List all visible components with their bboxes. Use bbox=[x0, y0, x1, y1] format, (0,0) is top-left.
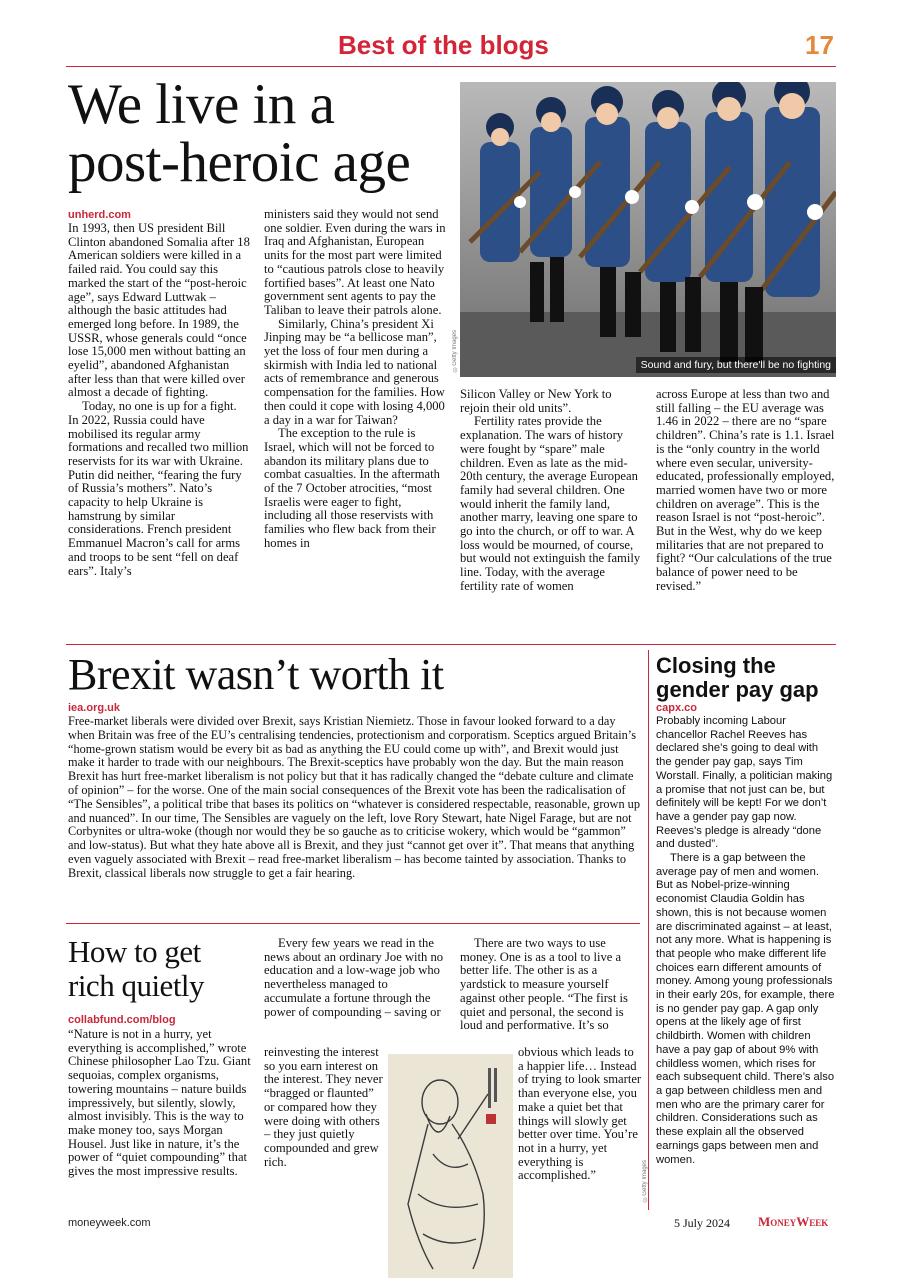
article4-headline bbox=[68, 935, 204, 1003]
article4-source: collabfund.com/blog bbox=[68, 1014, 176, 1026]
laotzu-image bbox=[388, 1054, 513, 1278]
article4-headline-line1: How to get bbox=[68, 934, 201, 969]
photo-credit: ©Getty Images bbox=[452, 330, 458, 372]
article3-source: capx.co bbox=[656, 702, 697, 714]
article1-col3-p2: Fertility rates provide the explanation. The wars of history were fought by “spare” male children. Even as late as the mid-20th century, the average European family had several children. One would inherit the family land, another marry, leaving one spare to go into the church, or off to war. A loss would be mourned, of course, but would not extinguish the family line. Today, with the average fertility rate of women bbox=[460, 414, 641, 593]
article3-headline bbox=[656, 654, 819, 702]
article1-col2-p2: Similarly, China’s president Xi Jinping may be “a bellicose man”, yet the loss of four men during a skirmish with India led to national acts of remembrance and generous compensation for the families. How then could it cope with losing 4,000 a day in a war for Taiwan? bbox=[264, 316, 445, 427]
article1-col1-p1: In 1993, then US president Bill Clinton abandoned Somalia after 18 American soldiers were killed in a failed raid. You could say this marked the start of the “post-heroic age”, says Edward Luttwak – although the basic attitudes had emerged long before. In 1989, the USSR, whose generals could “once lose 15,000 men without batting an eyelid”, abandoned Afghanistan after less than that were killed over almost a decade of fighting. bbox=[68, 221, 250, 400]
article3-p1: Probably incoming Labour chancellor Rachel Reeves has declared she’s going to deal with the gender pay gap, says Tim Worstall. Finally, a politician making a promise that not just can be, but definitely will be kept! For we don’t have a gender pay gap now. Reeves’s pledge is already “done and dusted”. bbox=[656, 715, 833, 851]
article1-col2 bbox=[264, 208, 449, 551]
section-title: Best of the blogs bbox=[338, 30, 549, 60]
article4-col1: “Nature is not in a hurry, yet everything is accomplished,” wrote Chinese philosopher Lao Tzu. Giant sequoias, complex organisms, towering mountains – nature builds impressively, but silently, slowly, almost invisibly. This is the way to make money too, says Morgan Housel. Just like in nature, it’s the power of “quiet compounding” that gives the most impressive results. bbox=[68, 1027, 251, 1179]
article3-headline-line2: gender pay gap bbox=[656, 677, 819, 702]
page-number: 17 bbox=[805, 30, 834, 60]
article4-col2-top: Every few years we read in the news about an ordinary Joe with no education and a low-wage job who nevertheless managed to accumulate a fortune through the power of compounding – saving or bbox=[264, 936, 444, 1019]
article4-col3-top: There are two ways to use money. One is as a tool to live a better life. The other is as a yardstick to measure yourself against other people. “The first is quiet and personal, the second is loud and performative. It’s so bbox=[460, 936, 628, 1033]
article1-col2-p1: ministers said they would not send one soldier. Even during the wars in Iraq and Afghanistan, European units for the most part were limited to “cautious patrols close to heavily fortified bases”. At least one Nato government sent agents to pay the Taliban to leave their patrols alone. bbox=[264, 207, 446, 317]
article1-col1 bbox=[68, 222, 250, 578]
article2-body: Free-market liberals were divided over Brexit, says Kristian Niemietz. Those in favour looked forward to a day when Britain was free of the EU’s centralising tendencies, protectionism and corporatism. Sceptics argued Britain’s “home-grown statism would be every bit as bad as anything the EU could come up with”, and Brexit would just make it harder to trade with our neighbours. The Brexit-sceptics have probably won the day. But the main reason Brexit has hurt free-market liberalism is not policy but that it has radically changed the “debate culture and climate of opinion” – for the worse. One of the main social consequences of the Brexit vote has been the radicalisation of “The Sensibles”, a political tribe that bases its politics on “whatever is considered respectable, reasonable, grown up and nuanced”. In our time, The Sensibles are vaguely on the left, love Rory Stewart, hate Nigel Farage, but are not Corbynites or ultra-woke (though nor would they be so gauche as to criticise wokery, which would be “gammon” and low-status). But what they hate above all is Brexit, and they just “cannot get over it”. That means that anything even vaguely associated with Brexit – read free-market liberalism – has become tainted by association. Thanks to Brexit, classical liberals now struggle to get a fair hearing. bbox=[68, 714, 640, 880]
rule-article2 bbox=[66, 923, 640, 924]
article2-source: iea.org.uk bbox=[68, 702, 120, 714]
article1-headline bbox=[68, 73, 458, 194]
article1-source: unherd.com bbox=[68, 209, 131, 221]
article1-col3 bbox=[460, 388, 643, 594]
article1-headline-line2: post-heroic age bbox=[68, 131, 411, 194]
article1-col4 bbox=[656, 388, 836, 594]
article4-col3-bottom: obvious which leads to a happier life… Instead of trying to look smarter than everyone else, you make a quiet bet that things will slowly get better over time. You’re not in a hurry, yet everything is accomplished.” bbox=[518, 1045, 642, 1183]
article3-p2: There is a gap between the average pay of men and women. But as Nobel-prize-winning economist Claudia Goldin has shown, this is not because women are discriminated against – at least, not any more. What is happening is that people who make different life choices earn different amounts of money. Among young professionals in their early 20s, for example, there is no gender pay gap. A gap only opens at the likely age of first childbirth. Women with children have a pay gap of about 9% with childless women, which rises for each subsequent child. There’s also a gap between childless men and men who are the primary carer for children. Considerations such as these explain all the observed earnings gaps between men and women. bbox=[656, 852, 835, 1166]
header-rule bbox=[66, 66, 836, 67]
footer-site: moneyweek.com bbox=[68, 1217, 151, 1229]
column-divider bbox=[648, 650, 649, 1210]
rule-article1 bbox=[66, 644, 836, 645]
article4-headline-line2: rich quietly bbox=[68, 968, 205, 1003]
footer-brand: MoneyWeek bbox=[758, 1214, 829, 1229]
footer-date: 5 July 2024 bbox=[674, 1216, 731, 1230]
soldiers-illustration bbox=[460, 82, 836, 377]
article3-body bbox=[656, 715, 836, 1167]
article3-headline-line1: Closing the bbox=[656, 653, 776, 678]
article1-col4-p1: across Europe at less than two and still falling – the EU average was 1.46 in 2022 – there are no “spare children”. China’s rate is 1.1. Israel is the “only country in the world where even secular, university-educated, professionally employed, married women have two or more children on average”. This is the reason Israel is not “post-heroic”. But in the West, why do we keep militaries that are not prepared to fight? “Our calculations of the true balance of power need to be revised.” bbox=[656, 387, 835, 593]
photo-caption: Sound and fury, but there'll be no fighting bbox=[636, 357, 836, 373]
article1-col2-p3: The exception to the rule is Israel, which will not be forced to abandon its military plans due to combat casualties. In the aftermath of the 7 October atrocities, “most Israelis were eager to fight, including all those reservists with families who flew back from their homes in bbox=[264, 426, 440, 550]
article4-col2-bottom: reinvesting the interest so you earn interest on the interest. They never “bragged or flaunted” or compared how they were doing with others – they just quietly compounded and grew rich. bbox=[264, 1045, 383, 1169]
article2-headline: Brexit wasn’t worth it bbox=[68, 650, 444, 699]
laotzu-illustration bbox=[388, 1054, 513, 1278]
image-credit: ©Getty Images bbox=[642, 1160, 648, 1202]
article1-col1-p2: Today, no one is up for a fight. In 2022, Russia could have mobilised its regular army formations and recalled two million reservists for its war with Ukraine. Putin did neither, “fearing the fury of Russia’s mothers”. Nato’s capacity to help Ukraine is hamstrung by similar considerations. French president Emmanuel Macron’s call for arms and troops to be sent “fell on deaf ears”. Italy’s bbox=[68, 399, 249, 578]
article1-headline-line1: We live in a bbox=[68, 73, 335, 136]
soldiers-photo bbox=[460, 82, 836, 377]
article1-col3-p1: Silicon Valley or New York to rejoin their old units”. bbox=[460, 387, 612, 415]
